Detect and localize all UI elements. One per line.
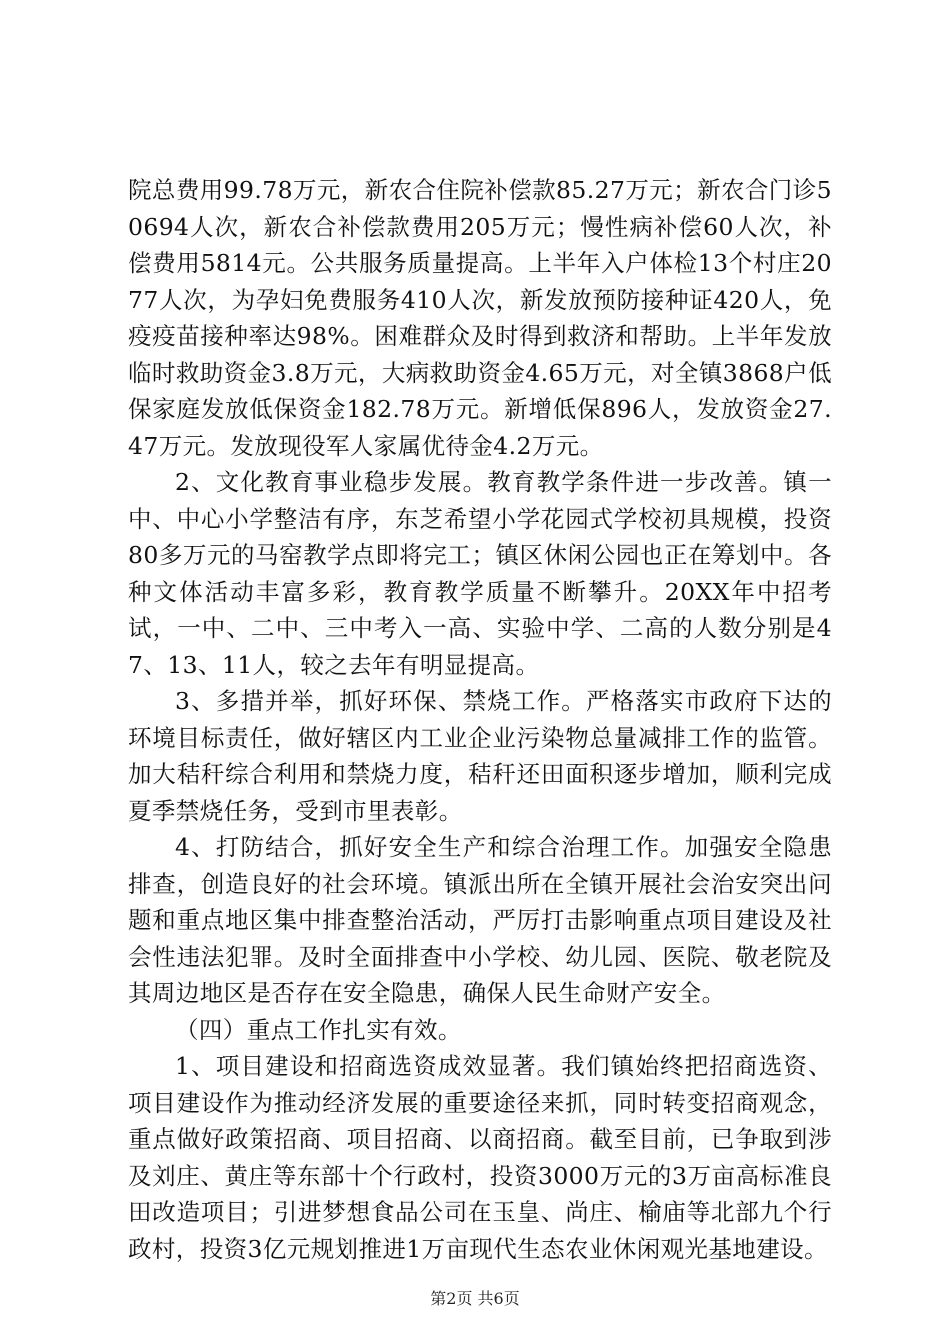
paragraph-continued: 院总费用99.78万元，新农合住院补偿款85.27万元；新农合门诊50694人次，新农合补偿款费用205万元；慢性病补偿60人次，补偿费用5814元。公共服务质量提高。上半年入户体检13个村庄2077人次，为孕妇免费服务410人次，新发放预防接种证420人，免疫疫苗接种率达98%。困难群众及时得到救济和帮助。上半年发放临时救助资金3.8万元，大病救助资金4.65万元，对全镇3868户低保家庭发放低保资金182.78万元。新增低保896人，发放资金27.47万元。发放现役军人家属优待金4.2万元。 (128, 176, 832, 460)
document-body (128, 172, 832, 1267)
section-heading: （四）重点工作扎实有效。 (175, 1015, 462, 1044)
paragraph-environment: 3、多措并举，抓好环保、禁烧工作。严格落实市政府下达的环境目标责任，做好辖区内工业企业污染物总量减排工作的监管。加大秸秆综合利用和禁烧力度，秸秆还田面积逐步增加，顺利完成夏季禁烧任务，受到市里表彰。 (128, 687, 832, 825)
paragraph-culture-education: 2、文化教育事业稳步发展。教育教学条件进一步改善。镇一中、中心小学整洁有序，东芝希望小学花园式学校初具规模，投资80多万元的马窑教学点即将完工；镇区休闲公园也正在筹划中。各种文体活动丰富多彩，教育教学质量不断攀升。20XX年中招考试，一中、二中、三中考入一高、实验中学、二高的人数分别是47、13、11人，较之去年有明显提高。 (128, 468, 832, 679)
page-number-footer: 第2页 共6页 (430, 1289, 520, 1308)
paragraph-safety: 4、打防结合，抓好安全生产和综合治理工作。加强安全隐患排查，创造良好的社会环境。镇派出所在全镇开展社会治安突出问题和重点地区集中排查整治活动，严厉打击影响重点项目建设及社会性违法犯罪。及时全面排查中小学校、幼儿园、医院、敬老院及其周边地区是否存在安全隐患，确保人民生命财产安全。 (128, 833, 832, 1007)
paragraph-investment: 1、项目建设和招商选资成效显著。我们镇始终把招商选资、项目建设作为推动经济发展的重要途径来抓，同时转变招商观念，重点做好政策招商、项目招商、以商招商。截至目前，已争取到涉及刘庄、黄庄等东部十个行政村，投资3000万元的3万亩高标准良田改造项目；引进梦想食品公司在玉皇、尚庄、榆庙等北部九个行政村，投资3亿元规划推进1万亩现代生态农业休闲观光基地建设。 (128, 1052, 832, 1263)
